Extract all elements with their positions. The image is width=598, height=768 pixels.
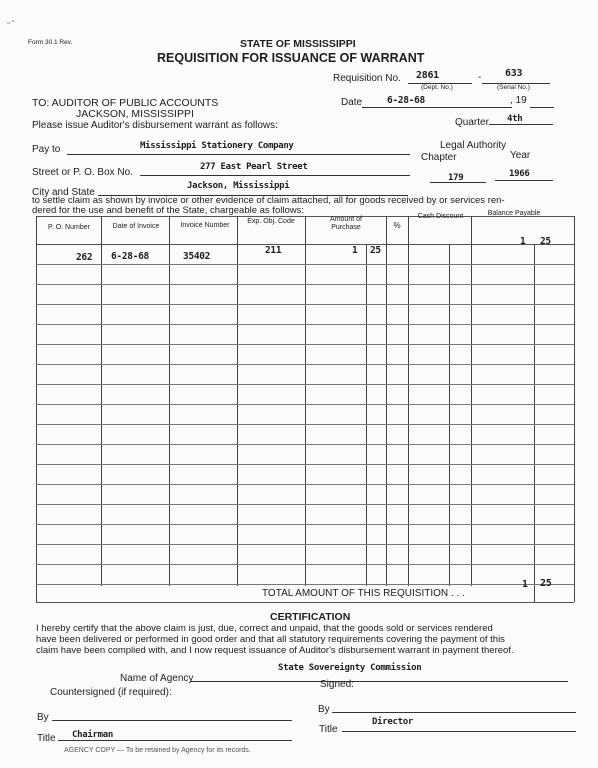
requisition-label: Requisition No.	[333, 73, 401, 84]
header-date-of-invoice: Date of Invoice	[112, 223, 160, 230]
table-row-line	[36, 324, 574, 325]
date-line	[362, 107, 512, 108]
year-line	[495, 180, 553, 181]
table-row-line	[36, 424, 574, 425]
cell-po-number: 262	[76, 252, 93, 263]
chapter-value: 179	[448, 173, 464, 183]
col-line	[386, 216, 387, 586]
by-left-line	[52, 720, 292, 721]
legal-authority-label: Legal Authority	[440, 140, 507, 151]
page-title: REQUISITION FOR ISSUANCE OF WARRANT	[157, 51, 425, 65]
table-row-line	[36, 364, 574, 365]
certification-line-2: have been delivered or performed in good order and that all statutory requirements covering the payment of this	[36, 634, 505, 645]
col-line	[366, 244, 367, 586]
col-line	[169, 216, 170, 586]
title-right-line	[342, 731, 576, 732]
chapter-label: Chapter	[421, 152, 457, 163]
table-row-line	[36, 584, 574, 585]
quarter-value: 4th	[507, 114, 523, 124]
header-balance-payable: Balance Payable	[487, 210, 541, 217]
header-exp-obj-code: Exp. Obj. Code	[247, 218, 295, 225]
col-line	[471, 216, 472, 586]
agency-line	[190, 681, 568, 682]
by-left-label: By	[37, 712, 49, 723]
table-row-line	[36, 464, 574, 465]
countersigned-label: Countersigned (if required):	[50, 687, 172, 698]
pay-to-label: Pay to	[32, 144, 61, 155]
cell-date-of-invoice: 6-28-68	[111, 251, 149, 262]
by-right-line	[332, 712, 576, 713]
cell-invoice-number: 35402	[183, 251, 211, 262]
cell-amount-cents: 25	[370, 245, 381, 256]
col-line	[237, 216, 238, 586]
chapter-line	[430, 182, 486, 183]
title-left-label: Title	[37, 733, 56, 744]
table-row-line	[36, 444, 574, 445]
date-value: 6-28-68	[387, 95, 425, 106]
title-right-value: Director	[372, 717, 413, 727]
total-cents: 25	[540, 578, 552, 589]
table-row-line	[36, 404, 574, 405]
date-label: Date	[341, 97, 363, 108]
dept-no-caption: (Dept. No.)	[421, 84, 453, 91]
cell-exp-obj-code: 211	[265, 245, 282, 256]
dept-no-value: 2861	[416, 70, 439, 81]
certification-line-1: I hereby certify that the above claim is just, due, correct and unpaid, that the goods sold or services rendered	[36, 623, 493, 634]
table-row-line	[36, 344, 574, 345]
total-label: TOTAL AMOUNT OF THIS REQUISITION . . .	[262, 588, 465, 599]
title-left-value: Chairman	[72, 730, 113, 740]
header-po-number: P. O. Number	[48, 224, 90, 231]
col-line	[305, 216, 306, 586]
title-left-line	[58, 740, 292, 741]
instruction-text: Please issue Auditor's disbursement warrant as follows:	[32, 120, 278, 131]
pay-to-value: Mississippi Stationery Company	[140, 141, 294, 151]
title-right-label: Title	[319, 724, 338, 735]
date-year-line	[530, 107, 554, 108]
serial-no-caption: (Serial No.)	[497, 84, 530, 91]
form-label: Form 30.1 Rev.	[28, 39, 73, 46]
certification-line-3: claim have been complied with, and I now request issuance of Auditor's disbursement warrant in payment thereof.	[36, 645, 514, 656]
requisition-dash: -	[478, 72, 482, 83]
table-bottom-border	[36, 602, 574, 603]
col-line	[534, 244, 535, 602]
city-label: City and State	[32, 187, 95, 198]
header-amount-of-purchase: Amount of Purchase	[330, 216, 362, 231]
col-line	[101, 216, 102, 586]
street-label: Street or P. O. Box No.	[32, 167, 133, 178]
state-heading: STATE OF MISSISSIPPI	[240, 38, 356, 50]
quarter-label: Quarter	[455, 117, 489, 128]
table-row-line	[36, 264, 574, 265]
col-line	[449, 244, 450, 586]
total-dollars: 1	[522, 579, 528, 590]
serial-no-value: 633	[505, 68, 523, 79]
col-line	[408, 216, 409, 586]
header-percent: %	[393, 221, 401, 230]
agency-value: State Sovereignty Commission	[278, 663, 422, 673]
table-row-line	[36, 384, 574, 385]
year-value: 1966	[509, 169, 530, 179]
claim-text-2: dered for the use and benefit of the State, chargeable as follows:	[32, 205, 304, 216]
cell-balance-cents: 25	[540, 236, 551, 247]
to-line-1: TO: AUDITOR OF PUBLIC ACCOUNTS	[32, 97, 219, 109]
col-line	[574, 216, 575, 602]
header-cash-discount: Cash Discount	[417, 213, 464, 220]
city-value: Jackson, Mississippi	[187, 181, 290, 191]
pay-to-line	[67, 154, 410, 155]
signed-label: Signed:	[320, 679, 354, 690]
table-row-line	[36, 544, 574, 545]
street-line	[140, 175, 410, 176]
corner-mark: ⁻`	[6, 20, 15, 31]
table-row-line	[36, 484, 574, 485]
street-value: 277 East Pearl Street	[200, 162, 308, 172]
footer-note: AGENCY COPY — To be retained by Agency for its records.	[64, 747, 251, 754]
cell-balance-dollars: 1	[520, 236, 526, 247]
table-row-line	[36, 284, 574, 285]
cell-amount-dollars: 1	[352, 245, 358, 256]
agency-label: Name of Agency	[120, 673, 194, 684]
table-row-line	[36, 504, 574, 505]
claim-text-1: to settle claim as shown by invoice or other evidence of claim attached, all for goods received by or services ren-	[32, 195, 505, 206]
table-row-line	[36, 304, 574, 305]
table-row-line	[36, 564, 574, 565]
by-right-label: By	[318, 704, 330, 715]
quarter-line	[489, 124, 553, 125]
to-line-2: JACKSON, MISSISSIPPI	[76, 108, 194, 120]
date-year-prefix: , 19	[510, 95, 527, 106]
table-row-line	[36, 524, 574, 525]
year-label: Year	[510, 150, 531, 161]
certification-heading: CERTIFICATION	[270, 611, 351, 623]
header-invoice-number: Invoice Number	[180, 222, 230, 229]
